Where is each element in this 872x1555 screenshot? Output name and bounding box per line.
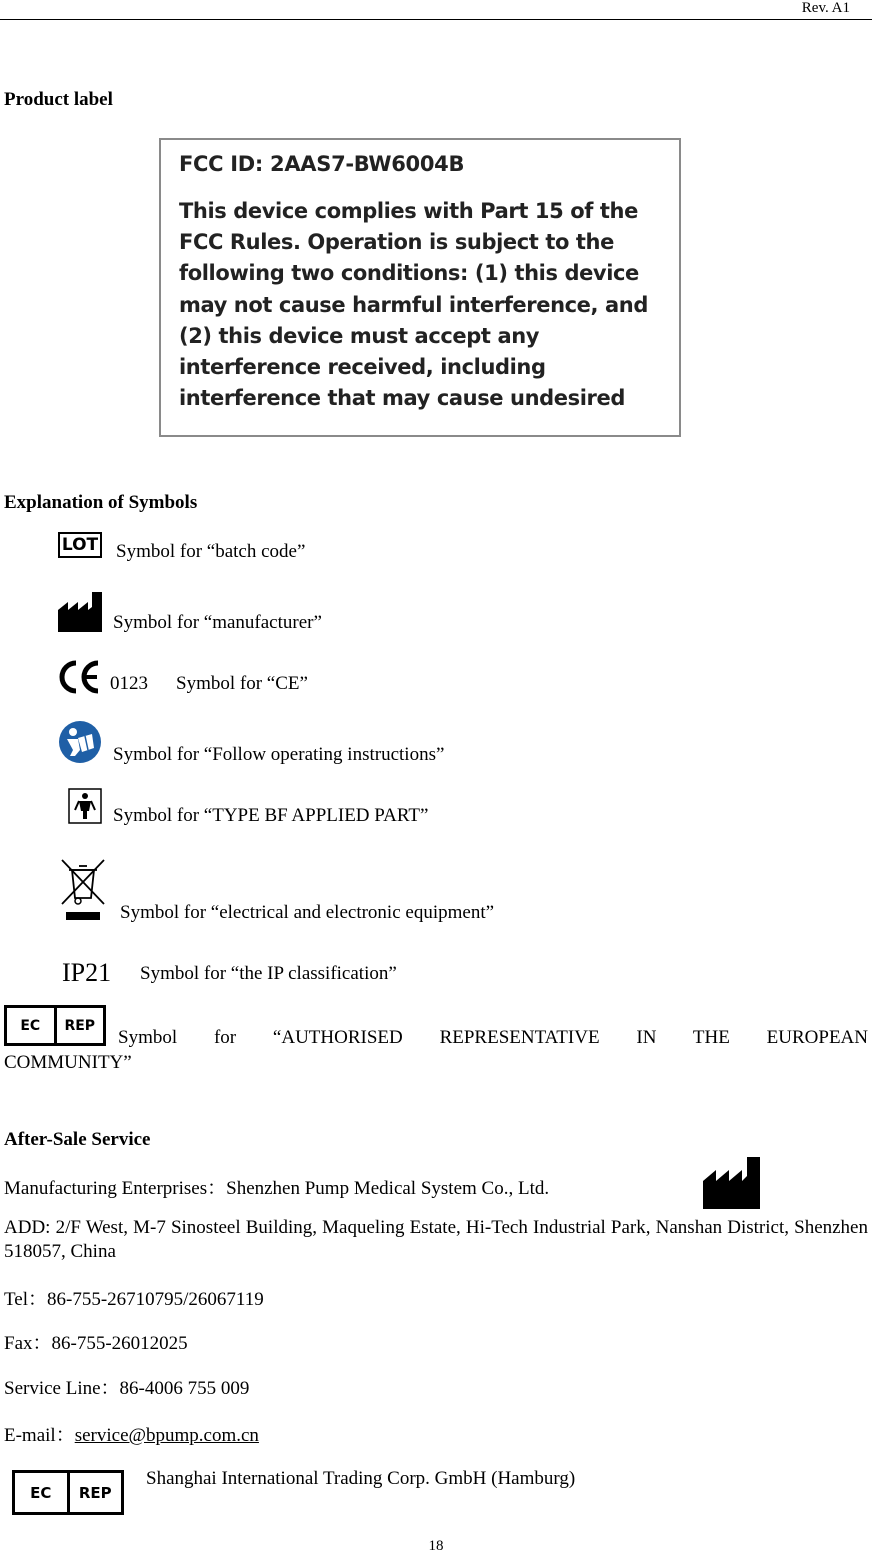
weee-description: Symbol for “electrical and electronic equipment”	[120, 902, 495, 923]
bf-description: Symbol for “TYPE BF APPLIED PART”	[113, 805, 429, 826]
ce-mark-icon	[58, 660, 102, 694]
header-rule	[0, 19, 872, 20]
symbols-heading: Explanation of Symbols	[4, 492, 198, 513]
ip-description: Symbol for “the IP classification”	[140, 963, 397, 984]
ecrep-description-line2: COMMUNITY”	[4, 1052, 132, 1073]
fax: Fax：86-755-26012025	[4, 1333, 188, 1354]
page-number: 18	[428, 1538, 444, 1554]
fcc-statement-line: interference received, including	[179, 355, 546, 380]
fcc-statement-line: interference that may cause undesired	[179, 386, 625, 411]
ec-rep-icon	[4, 1005, 106, 1046]
fcc-statement-line: This device complies with Part 15 of the	[179, 199, 638, 223]
fcc-statement-line: following two conditions: (1) this device	[179, 261, 639, 286]
manufacturing-enterprise: Manufacturing Enterprises：Shenzhen Pump Medical System Co., Ltd.	[4, 1178, 550, 1199]
ip-code: IP21	[62, 958, 112, 987]
lot-icon: LOT	[58, 532, 102, 558]
instructions-description: Symbol for “Follow operating instructions”	[113, 744, 445, 765]
address: ADD: 2/F West, M-7 Sinosteel Building, Maqueling Estate, Hi-Tech Industrial Park, Nanshan District, Shenzhen 518057, China	[4, 1217, 868, 1262]
operating-instructions-icon	[58, 720, 102, 764]
type-bf-icon	[68, 788, 102, 824]
telephone: Tel：86-755-26710795/26067119	[4, 1289, 264, 1310]
fcc-id: FCC ID: 2AAS7-BW6004B	[179, 152, 465, 176]
eu-representative-company: Shanghai International Trading Corp. GmbH (Hamburg)	[146, 1468, 576, 1489]
fcc-label-image	[159, 138, 681, 437]
email-label: E-mail：	[4, 1425, 75, 1446]
manufacturer-icon	[58, 592, 103, 632]
ec-label: EC	[30, 1483, 52, 1502]
after-sale-heading: After-Sale Service	[4, 1129, 151, 1150]
manufacturer-icon	[703, 1157, 760, 1209]
lot-description: Symbol for “batch code”	[116, 541, 306, 562]
service-line: Service Line：86-4006 755 009	[4, 1378, 250, 1399]
ce-number: 0123	[110, 673, 148, 694]
ce-description: Symbol for “CE”	[176, 673, 308, 694]
rep-label: REP	[54, 1008, 104, 1043]
fcc-statement-line: FCC Rules. Operation is subject to the	[179, 230, 614, 255]
ec-label: EC	[20, 1017, 41, 1034]
rep-label: REP	[67, 1473, 122, 1512]
manufacturer-description: Symbol for “manufacturer”	[113, 612, 322, 633]
weee-bin-icon	[60, 858, 106, 922]
product-label-heading: Product label	[4, 89, 113, 110]
email-row	[4, 1420, 259, 1447]
fcc-statement-line: (2) this device must accept any	[179, 323, 540, 348]
fcc-statement-line: may not cause harmful interference, and	[179, 292, 648, 317]
email-link[interactable]: service@bpump.com.cn	[74, 1425, 259, 1446]
ec-rep-icon	[12, 1470, 124, 1515]
ecrep-description-line1: Symbol for “AUTHORISED REPRESENTATIVE IN THE EUROPEAN	[118, 1027, 868, 1048]
revision-label: Rev. A1	[801, 0, 850, 16]
